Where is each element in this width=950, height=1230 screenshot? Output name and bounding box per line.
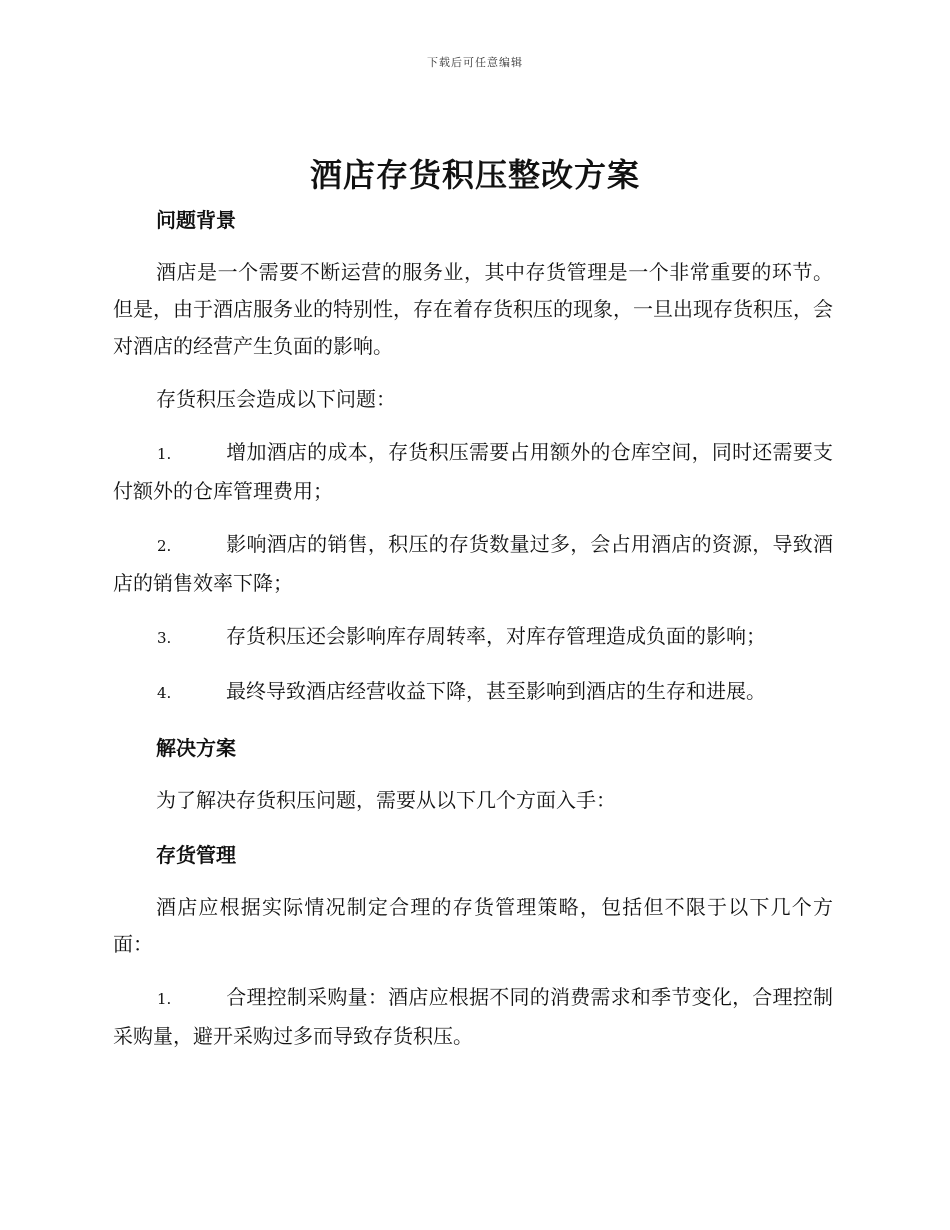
paragraph-problems-intro: 存货积压会造成以下问题：	[156, 387, 396, 411]
list-item	[113, 673, 833, 712]
list-item-text: 最终导致酒店经营收益下降，甚至影响到酒店的生存和进展。	[226, 679, 766, 703]
paragraph-background: 酒店是一个需要不断运营的服务业，其中存货管理是一个非常重要的环节。但是，由于酒店服务业的特别性，存在着存货积压的现象，一旦出现存货积压，会对酒店的经营产生负面的影响。	[113, 260, 833, 358]
list-item	[113, 526, 833, 602]
paragraph-solution-intro: 为了解决存货积压问题，需要从以下几个方面入手：	[156, 788, 616, 812]
list-item-text: 合理控制采购量：酒店应根据不同的消费需求和季节变化，合理控制采购量，避开采购过多而导致存货积压。	[113, 985, 833, 1048]
section-heading-inventory: 存货管理	[156, 843, 236, 867]
list-number: 1.	[157, 990, 172, 1008]
section-heading-solution: 解决方案	[156, 736, 236, 760]
paragraph-inventory: 酒店应根据实际情况制定合理的存货管理策略，包括但不限于以下几个方面：	[113, 895, 833, 956]
list-number: 1.	[157, 445, 172, 463]
list-number: 3.	[157, 629, 172, 647]
list-item-text: 存货积压还会影响库存周转率，对库存管理造成负面的影响；	[226, 624, 766, 648]
list-item	[113, 618, 833, 657]
list-number: 4.	[157, 684, 172, 702]
list-item-text: 影响酒店的销售，积压的存货数量过多，会占用酒店的资源，导致酒店的销售效率下降；	[113, 532, 833, 595]
list-item	[113, 434, 833, 510]
document-body	[113, 200, 833, 1071]
list-item-text: 增加酒店的成本，存货积压需要占用额外的仓库空间，同时还需要支付额外的仓库管理费用；	[113, 440, 833, 503]
list-item	[113, 979, 833, 1055]
section-heading-background: 问题背景	[156, 208, 236, 232]
list-number: 2.	[157, 537, 172, 555]
document-title: 酒店存货积压整改方案	[309, 156, 640, 194]
header-note: 下载后可任意编辑	[427, 56, 523, 69]
